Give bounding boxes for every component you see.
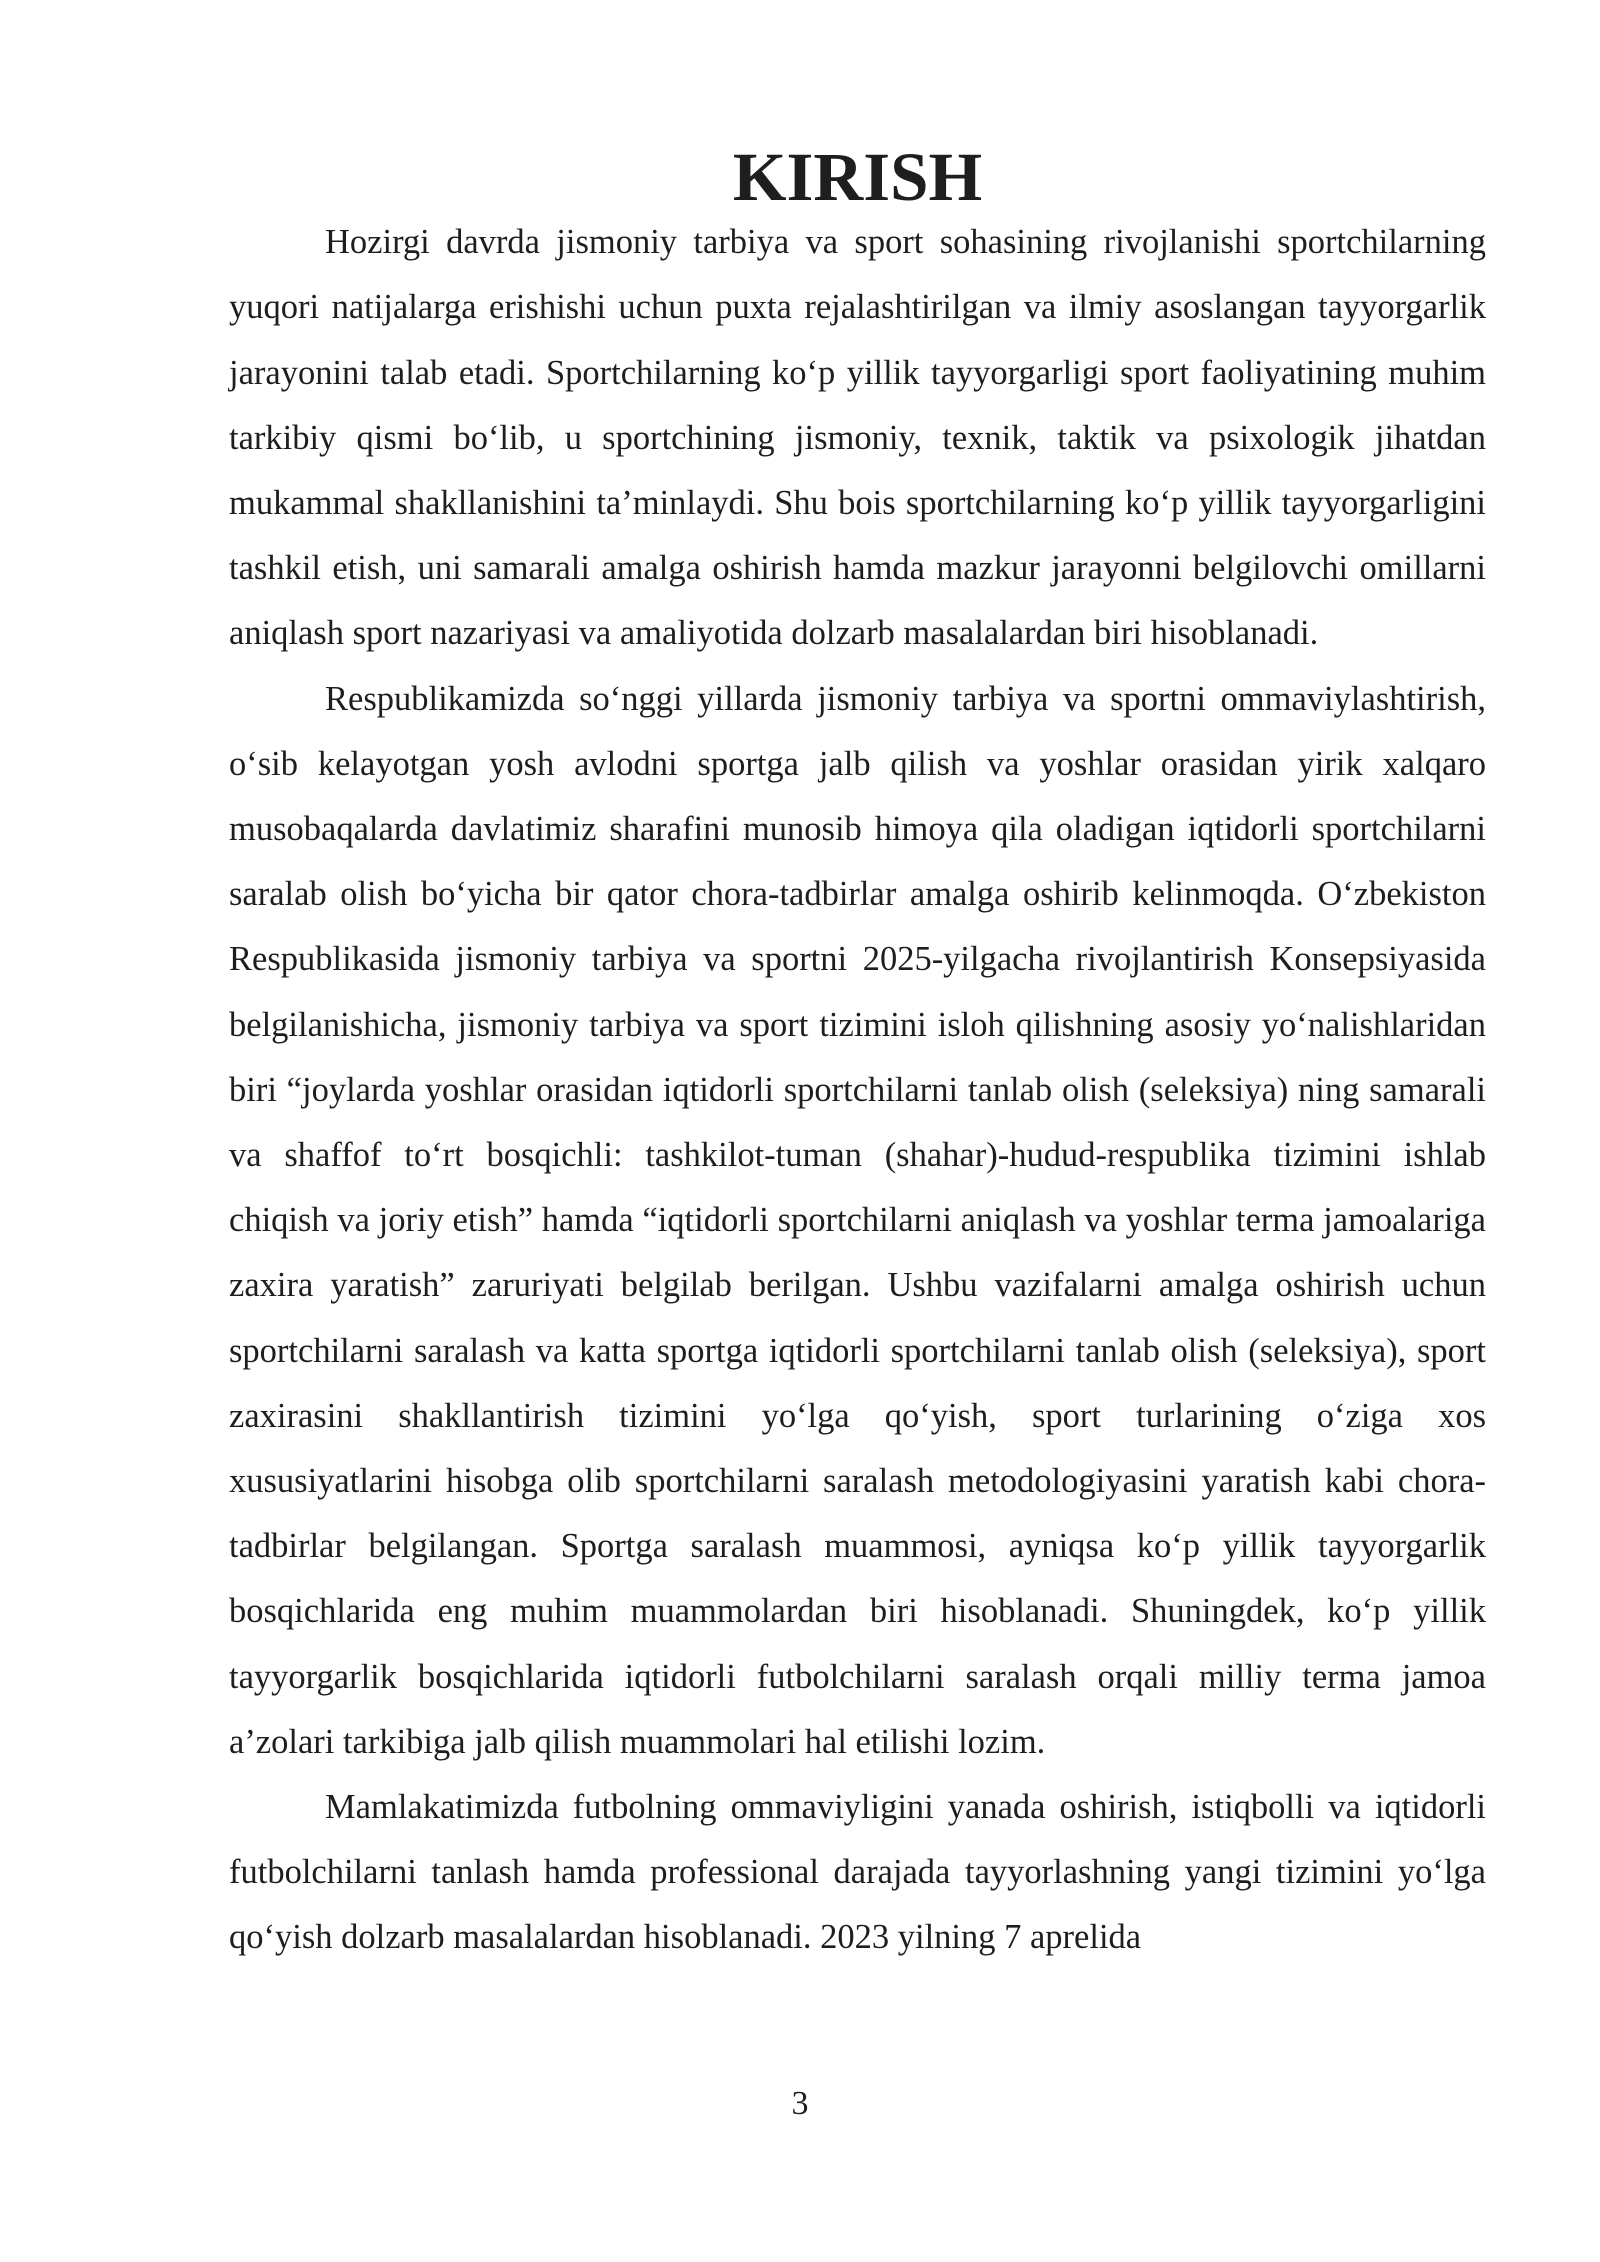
page-number: 3 — [791, 2085, 809, 2122]
paragraph-football: Mamlakatimizda futbolning ommaviyligini yanada oshirish, istiqbolli va iqtidorli futbolchilarni tanlash hamda professional darajada tayyorlashning yangi tizimini yo‘lga qo‘yish dolzarb masalalardan hisoblanadi. 2023 yilning 7 aprelida — [229, 1788, 1486, 1957]
section-title: KIRISH — [732, 139, 983, 215]
page-content — [229, 139, 1486, 1971]
paragraph-intro: Hozirgi davrda jismoniy tarbiya va sport sohasining rivojlanishi sportchilarning yuqori natijalarga erishishi uchun puxta rejalashtirilgan va ilmiy asoslangan tayyorgarlik jarayonini talab etadi. Sportchilarning ko‘p yillik tayyorgarligi sport faoliyatining muhim tarkibiy qismi bo‘lib, u sportchining jismoniy, texnik, taktik va psixologik jihatdan mukammal shakllanishini ta’minlaydi. Shu bois sportchilarning ko‘p yillik tayyorgarligini tashkil etish, uni samarali amalga oshirish hamda mazkur jarayonni belgilovchi omillarni aniqlash sport nazariyasi va amaliyotida dolzarb masalalardan biri hisoblanadi. — [229, 223, 1486, 653]
paragraph-republic: Respublikamizda so‘nggi yillarda jismoniy tarbiya va sportni ommaviylashtirish, o‘sib kelayotgan yosh avlodni sportga jalb qilish va yoshlar orasidan yirik xalqaro musobaqalarda davlatimiz sharafini munosib himoya qila oladigan iqtidorli sportchilarni saralab olish bo‘yicha bir qator chora-tadbirlar amalga oshirib kelinmoqda. O‘zbekiston Respublikasida jismoniy tarbiya va sportni 2025-yilgacha rivojlantirish Konsepsiyasida belgilanishicha, jismoniy tarbiya va sport tizimini isloh qilishning asosiy yo‘nalishlaridan biri “joylarda yoshlar orasidan iqtidorli sportchilarni tanlab olish (seleksiya) ning samarali va shaffof to‘rt bosqichli: tashkilot-tuman (shahar)-hudud-respublika tizimini ishlab chiqish va joriy etish” hamda “iqtidorli sportchilarni aniqlash va yoshlar terma jamoalariga zaxira yaratish” zaruriyati belgilab berilgan. Ushbu vazifalarni amalga oshirish uchun sportchilarni saralash va katta sportga iqtidorli sportchilarni tanlab olish (seleksiya), sport zaxirasini shakllantirish tizimini yo‘lga qo‘yish, sport turlarining o‘ziga xos xususiyatlarini hisobga olib sportchilarni saralash metodologiyasini yaratish kabi chora-tadbirlar belgilangan. Sportga saralash muammosi, ayniqsa ko‘p yillik tayyorgarlik bosqichlarida eng muhim muammolardan biri hisoblanadi. Shuningdek, ko‘p yillik tayyorgarlik bosqichlarida iqtidorli futbolchilarni saralash orqali milliy terma jamoa a’zolari tarkibiga jalb qilish muammolari hal etilishi lozim. — [229, 679, 1486, 1761]
